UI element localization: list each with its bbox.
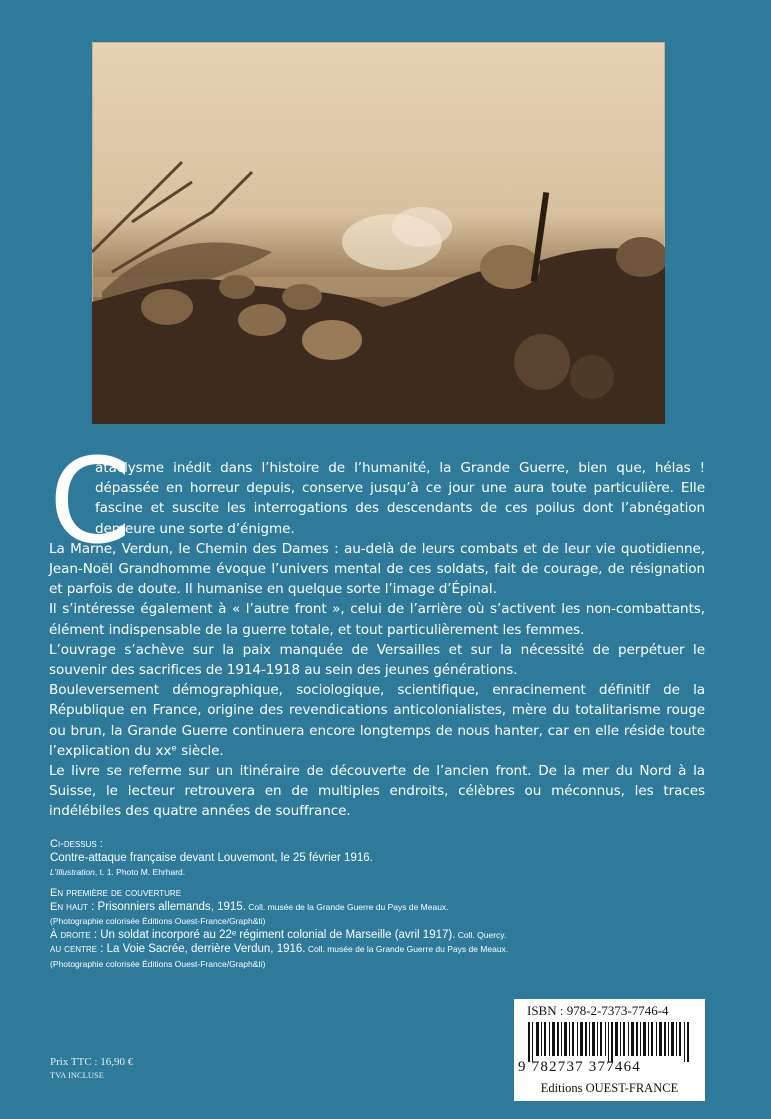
- barcode-digits: 9 782737 377464: [518, 1059, 641, 1075]
- barcode-box: [514, 999, 705, 1101]
- caption-center-coll: Coll. musée de la Grande Guerre du Pays de Meaux.: [305, 944, 509, 955]
- ww1-soldiers-photo: [92, 42, 665, 424]
- tax-label: TVA INCLUSE: [50, 1070, 104, 1080]
- caption-credit-italic: L’Illustration: [50, 867, 95, 878]
- caption-center: : La Voie Sacrée, derrière Verdun, 1916.: [97, 943, 306, 956]
- caption-label-top: En haut: [50, 900, 88, 913]
- caption-right: : Un soldat incorporé au 22ᵉ régiment colonial de Marseille (avril 1917).: [90, 929, 456, 942]
- paragraph: La Marne, Verdun, le Chemin des Dames : au-delà de leurs combats et de leur vie quotidienne, Jean-Noël Grandhomme évoque l’univers mental de ces soldats, fait de courage, de résignation et parfois de doute. Il humanise en quelque sorte l’image d’Épinal.: [49, 540, 705, 598]
- caption-center-credit: (Photographie colorisée Éditions Ouest-France/Graph&ti): [50, 958, 266, 969]
- paragraph: Il s’intéresse également à « l’autre front », celui de l’arrière où s’activent les non-combattants, élément indispensable de la guerre totale, et tout particulièrement les femmes.: [49, 601, 705, 638]
- publisher-name: Editions OUEST-FRANCE: [540, 1081, 679, 1095]
- caption-top-credit: (Photographie colorisée Éditions Ouest-France/Graph&ti): [50, 916, 266, 927]
- intro-paragraph: ataclysme inédit dans l’histoire de l’humanité, la Grande Guerre, bien que, hélas ! dépassée en horreur depuis, conserve jusqu’à ce jour une aura toute particulière. Elle fascine et suscite les interrogations des descendants de ces poilus dont l’abnégation demeure une sorte d’énigme.: [95, 460, 705, 537]
- caption-label-cover: En première de couverture: [50, 886, 182, 899]
- caption-label-above: Ci-dessus :: [50, 838, 103, 850]
- caption-top-coll: Coll. musée de la Grande Guerre du Pays de Meaux.: [245, 901, 449, 912]
- caption-label-center: au centre: [50, 943, 98, 956]
- price-label: Prix TTC : 16,90 €: [50, 1056, 134, 1068]
- caption-right-coll: Coll. Quercy.: [455, 930, 507, 941]
- barcode-icon: [528, 1022, 692, 1062]
- photo-captions: [50, 837, 520, 971]
- price-block: [50, 1056, 133, 1082]
- back-cover-text: [49, 458, 705, 822]
- cover-photo: [92, 42, 665, 424]
- paragraph: Le livre se referme sur un itinéraire de découverte de l’ancien front. De la mer du Nord à la Suisse, le lecteur retrouvera en de multiples endroits, célèbres ou méconnus, les traces indélébiles des quatre années de souffrance.: [49, 763, 705, 820]
- dropcap-letter: C: [49, 432, 132, 570]
- caption-top: : Prisonniers allemands, 1915.: [87, 900, 246, 913]
- caption-above: Contre-attaque française devant Louvemont, le 25 février 1916.: [50, 852, 373, 865]
- caption-credit: , t. 1. Photo M. Ehrhard.: [94, 867, 186, 878]
- paragraph: Bouleversement démographique, sociologique, scientifique, enracinement définitif de la République en France, origine des revendications anticolonialistes, mère du totalitarisme rouge ou brun, la Grande Guerre continuera encore longtemps de nous hanter, car en elle réside toute l’explication du xxᵉ siècle.: [49, 682, 705, 759]
- caption-label-right: À droite: [50, 929, 91, 942]
- paragraph: L’ouvrage s’achève sur la paix manquée de Versailles et sur la nécessité de perpétuer le souvenir des sacrifices de 1914-1918 au sein des jeunes générations.: [49, 641, 705, 679]
- isbn-label: ISBN : 978-2-7373-7746-4: [527, 1003, 669, 1018]
